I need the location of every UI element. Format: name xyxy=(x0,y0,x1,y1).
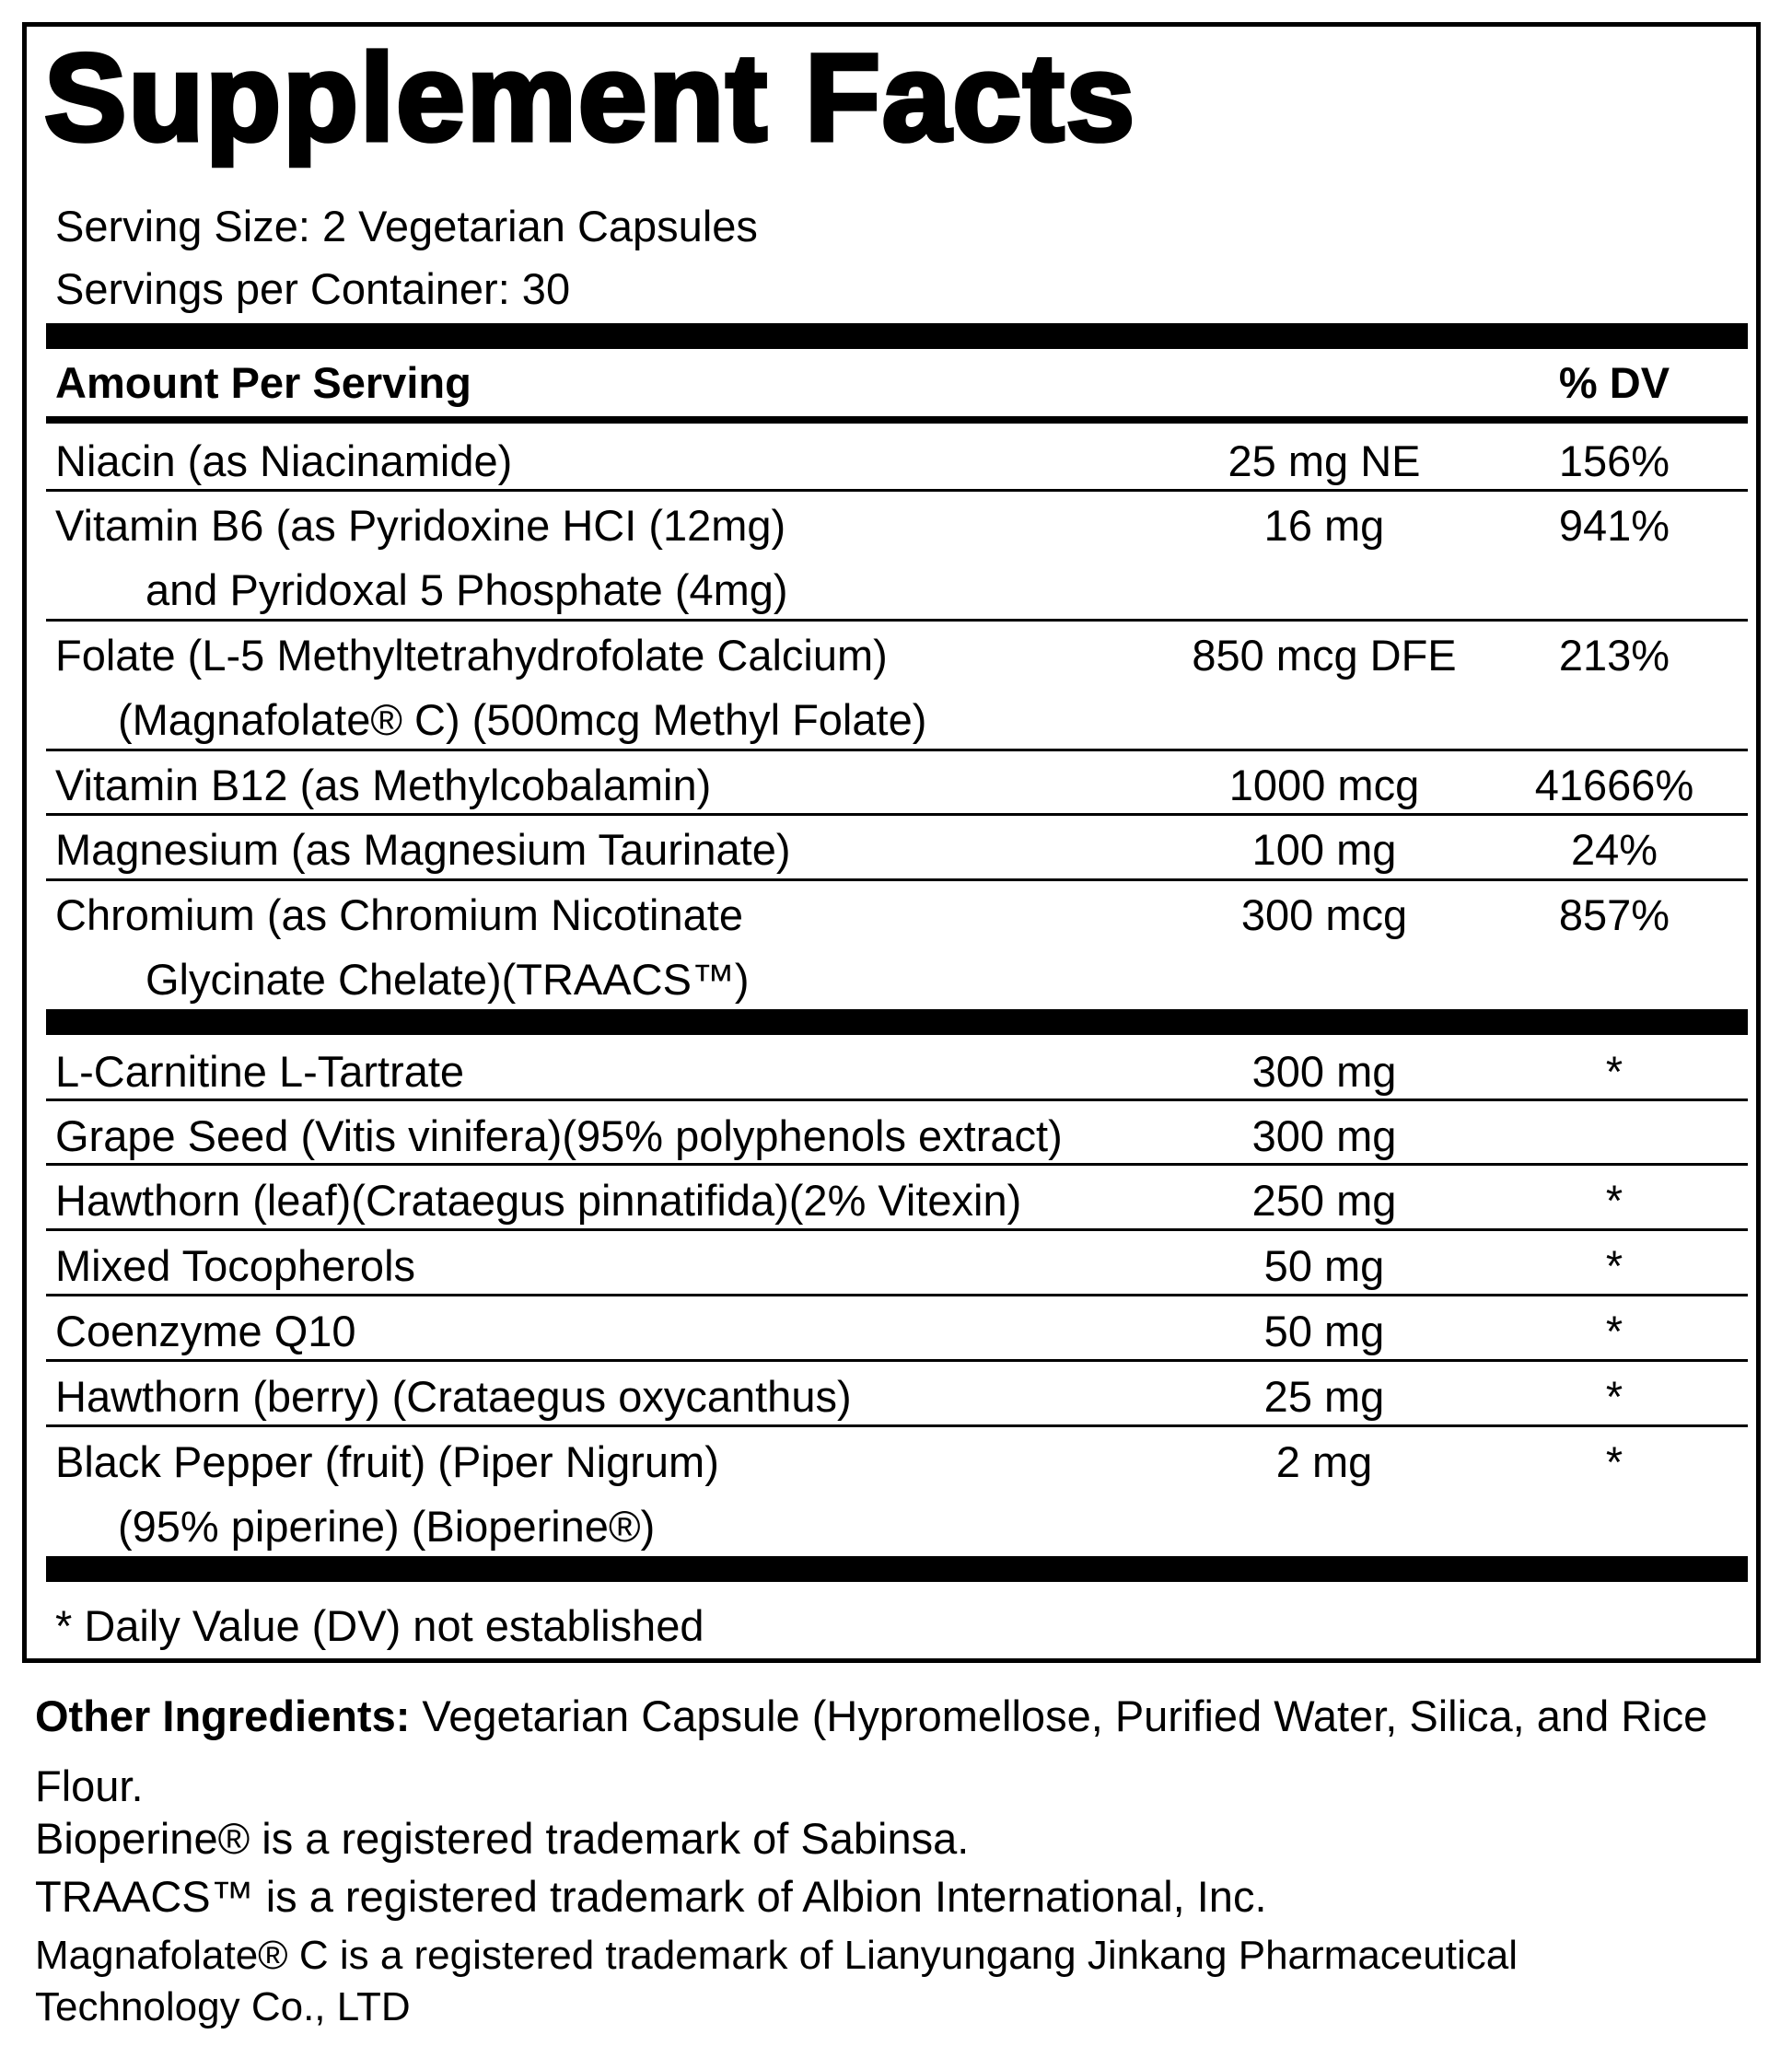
nutrient-name: Vitamin B12 (as Methylcobalamin) xyxy=(55,761,712,809)
other-ingredients-label: Other Ingredients: xyxy=(35,1691,411,1740)
row-divider xyxy=(46,619,1748,622)
ingredient-dv: * xyxy=(1605,1241,1623,1290)
ingredient-dv: * xyxy=(1605,1176,1623,1225)
nutrient-amount: 100 mg xyxy=(1251,825,1397,874)
footnote-traacs: TRAACS™ is a registered trademark of Albion International, Inc. xyxy=(35,1872,1267,1921)
nutrient-amount: 25 mg NE xyxy=(1228,436,1421,485)
other-ingredients-text: Vegetarian Capsule (Hypromellose, Purified Water, Silica, and Rice Flour. xyxy=(35,1691,1708,1810)
row-divider xyxy=(46,1228,1748,1231)
panel-title: Supplement Facts xyxy=(44,29,1137,167)
servings-per-container: Servings per Container: 30 xyxy=(55,264,571,313)
nutrient-dv: 156% xyxy=(1558,436,1670,485)
nutrient-amount: 300 mcg xyxy=(1240,890,1408,939)
ingredient-dv: * xyxy=(1605,1437,1623,1486)
ingredient-dv: * xyxy=(1605,1307,1623,1355)
ingredient-name: Hawthorn (berry) (Crataegus oxycanthus) xyxy=(55,1372,852,1421)
ingredient-name: Mixed Tocopherols xyxy=(55,1241,416,1290)
ingredient-dv: * xyxy=(1605,1047,1623,1096)
nutrient-amount: 1000 mcg xyxy=(1228,761,1420,809)
nutrient-dv: 24% xyxy=(1570,825,1658,874)
row-divider xyxy=(46,1359,1748,1362)
ingredient-amount: 50 mg xyxy=(1263,1241,1385,1290)
nutrient-dv: 41666% xyxy=(1534,761,1694,809)
ingredient-name-continued: (95% piperine) (Bioperine®) xyxy=(118,1502,656,1551)
nutrient-name: Folate (L-5 Methyltetrahydrofolate Calcium) xyxy=(55,631,888,680)
nutrient-name-continued: Glycinate Chelate)(TRAACS™) xyxy=(145,955,750,1004)
ingredient-name: Coenzyme Q10 xyxy=(55,1307,356,1355)
nutrient-amount: 850 mcg DFE xyxy=(1192,631,1457,680)
amount-per-serving-header: Amount Per Serving xyxy=(55,358,471,407)
ingredient-amount: 50 mg xyxy=(1263,1307,1385,1355)
ingredient-name: Hawthorn (leaf)(Crataegus pinnatifida)(2% Vitexin) xyxy=(55,1176,1022,1225)
nutrient-name-continued: and Pyridoxal 5 Phosphate (4mg) xyxy=(145,565,788,614)
dv-footnote: * Daily Value (DV) not established xyxy=(55,1601,704,1650)
row-divider xyxy=(46,749,1748,751)
serving-size: Serving Size: 2 Vegetarian Capsules xyxy=(55,202,758,250)
ingredient-amount: 300 mg xyxy=(1251,1047,1397,1096)
ingredient-name: Black Pepper (fruit) (Piper Nigrum) xyxy=(55,1437,719,1486)
ingredient-amount: 250 mg xyxy=(1251,1176,1397,1225)
row-divider xyxy=(46,878,1748,881)
divider-thick xyxy=(46,1009,1748,1035)
nutrient-name: Chromium (as Chromium Nicotinate xyxy=(55,890,743,939)
nutrient-name: Magnesium (as Magnesium Taurinate) xyxy=(55,825,791,874)
divider-thick xyxy=(46,1556,1748,1582)
ingredient-name: L-Carnitine L-Tartrate xyxy=(55,1047,465,1096)
nutrient-dv: 941% xyxy=(1558,501,1670,550)
row-divider xyxy=(46,1163,1748,1166)
footnote-bioperine: Bioperine® is a registered trademark of Sabinsa. xyxy=(35,1814,970,1863)
divider-medium xyxy=(46,416,1748,424)
nutrient-name: Vitamin B6 (as Pyridoxine HCI (12mg) xyxy=(55,501,786,550)
row-divider xyxy=(46,1099,1748,1101)
nutrient-name-continued: (Magnafolate® C) (500mcg Methyl Folate) xyxy=(118,695,927,744)
row-divider xyxy=(46,489,1748,492)
nutrient-amount: 16 mg xyxy=(1263,501,1385,550)
row-divider xyxy=(46,1294,1748,1296)
ingredient-dv: * xyxy=(1605,1372,1623,1421)
nutrient-dv: 857% xyxy=(1558,890,1670,939)
ingredient-amount: 300 mg xyxy=(1251,1111,1397,1160)
other-ingredients xyxy=(35,1681,1766,1821)
ingredient-name: Grape Seed (Vitis vinifera)(95% polyphenols extract) xyxy=(55,1111,1063,1160)
nutrient-name: Niacin (as Niacinamide) xyxy=(55,436,513,485)
footnote-magnafolate: Magnafolate® C is a registered trademark of Lianyungang Jinkang Pharmaceutical xyxy=(35,1933,1518,1978)
row-divider xyxy=(46,813,1748,816)
ingredient-amount: 25 mg xyxy=(1263,1372,1385,1421)
footnote-magnafolate-continued: Technology Co., LTD xyxy=(35,1984,411,2029)
dv-header: % DV xyxy=(1558,358,1670,407)
ingredient-amount: 2 mg xyxy=(1275,1437,1373,1486)
row-divider xyxy=(46,1424,1748,1427)
divider-thick xyxy=(46,323,1748,349)
nutrient-dv: 213% xyxy=(1558,631,1670,680)
